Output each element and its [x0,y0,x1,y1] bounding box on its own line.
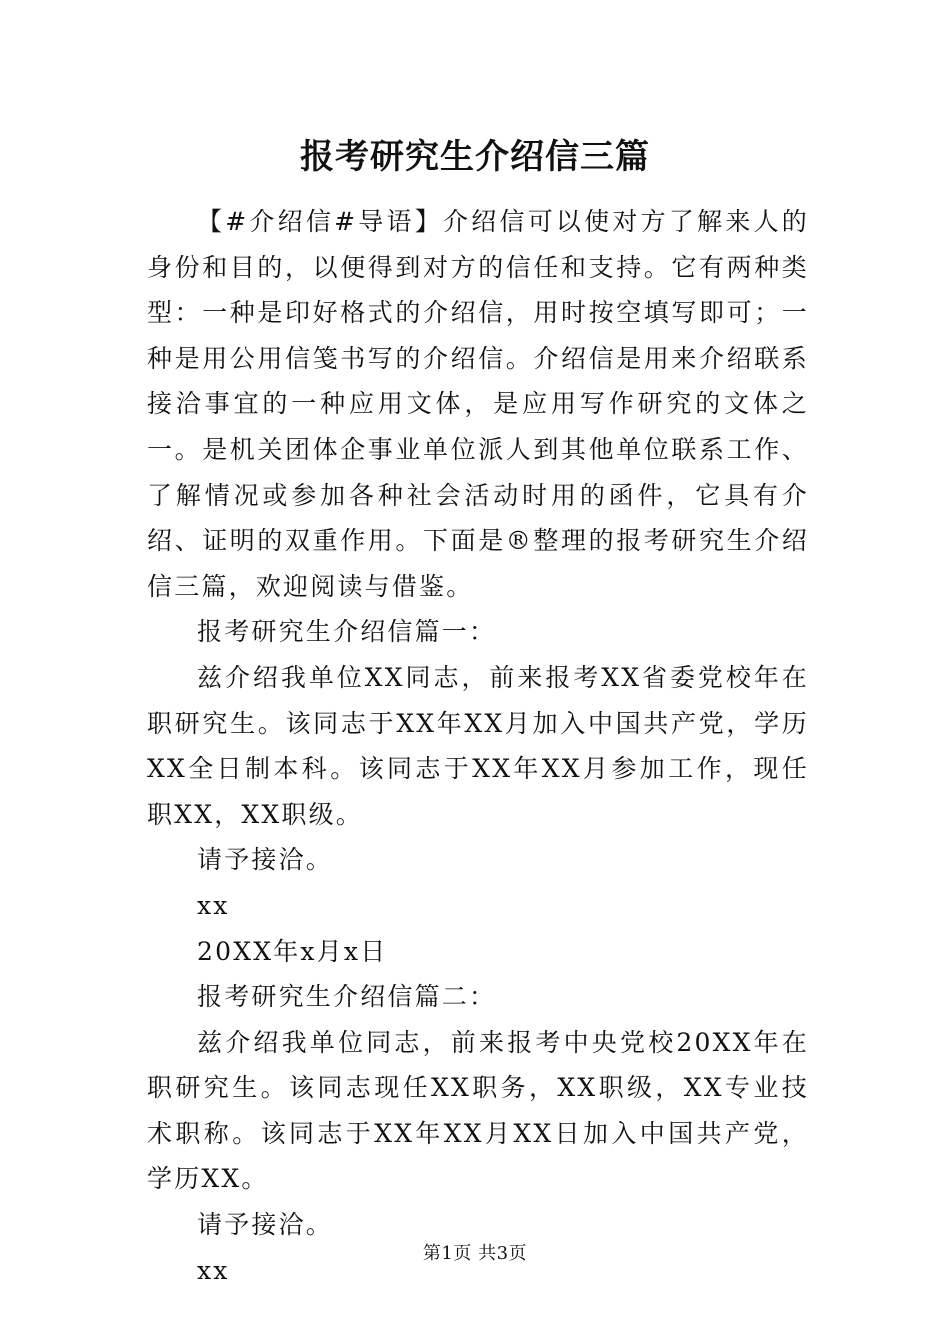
letter-1-body: 兹介绍我单位XX同志，前来报考XX省委党校年在职研究生。该同志于XX年XX月加入中国共产党，学历XX全日制本科。该同志于XX年XX月参加工作，现任职XX，XX职级。 [147,662,809,829]
letter-1-closing: 请予接洽。 [197,845,334,875]
section-heading-2: 报考研究生介绍信篇二： [197,982,497,1012]
intro-paragraph: 【#介绍信#导语】介绍信可以使对方了解来人的身份和目的，以便得到对方的信任和支持。它有两种类型：一种是印好格式的介绍信，用时按空填写即可；一种是用公用信笺书写的介绍信。介绍信是用来介绍联系接洽事宜的一种应用文体，是应用写作研究的文体之一。是机关团体企事业单位派人到其他单位联系工作、了解情况或参加各种社会活动时用的函件，它具有介绍、证明的双重作用。下面是®整理的报考研究生介绍信三篇，欢迎阅读与借鉴。 [147,207,809,601]
letter-1-date: 20XX年x月x日 [197,936,388,966]
document-title: 报考研究生介绍信三篇 [300,137,650,177]
page-footer: 第1页 共3页 [422,1243,528,1264]
letter-2-closing: 请予接洽。 [197,1210,334,1240]
section-heading-1: 报考研究生介绍信篇一： [197,617,497,647]
letter-2-body: 兹介绍我单位同志，前来报考中央党校20XX年在职研究生。该同志现任XX职务，XX职级，XX专业技术职称。该同志于XX年XX月XX日加入中国共产党，学历XX。 [147,1027,809,1194]
letter-1-signature: xx [197,890,230,920]
document-body [147,199,809,1293]
letter-2-signature: xx [197,1255,230,1285]
